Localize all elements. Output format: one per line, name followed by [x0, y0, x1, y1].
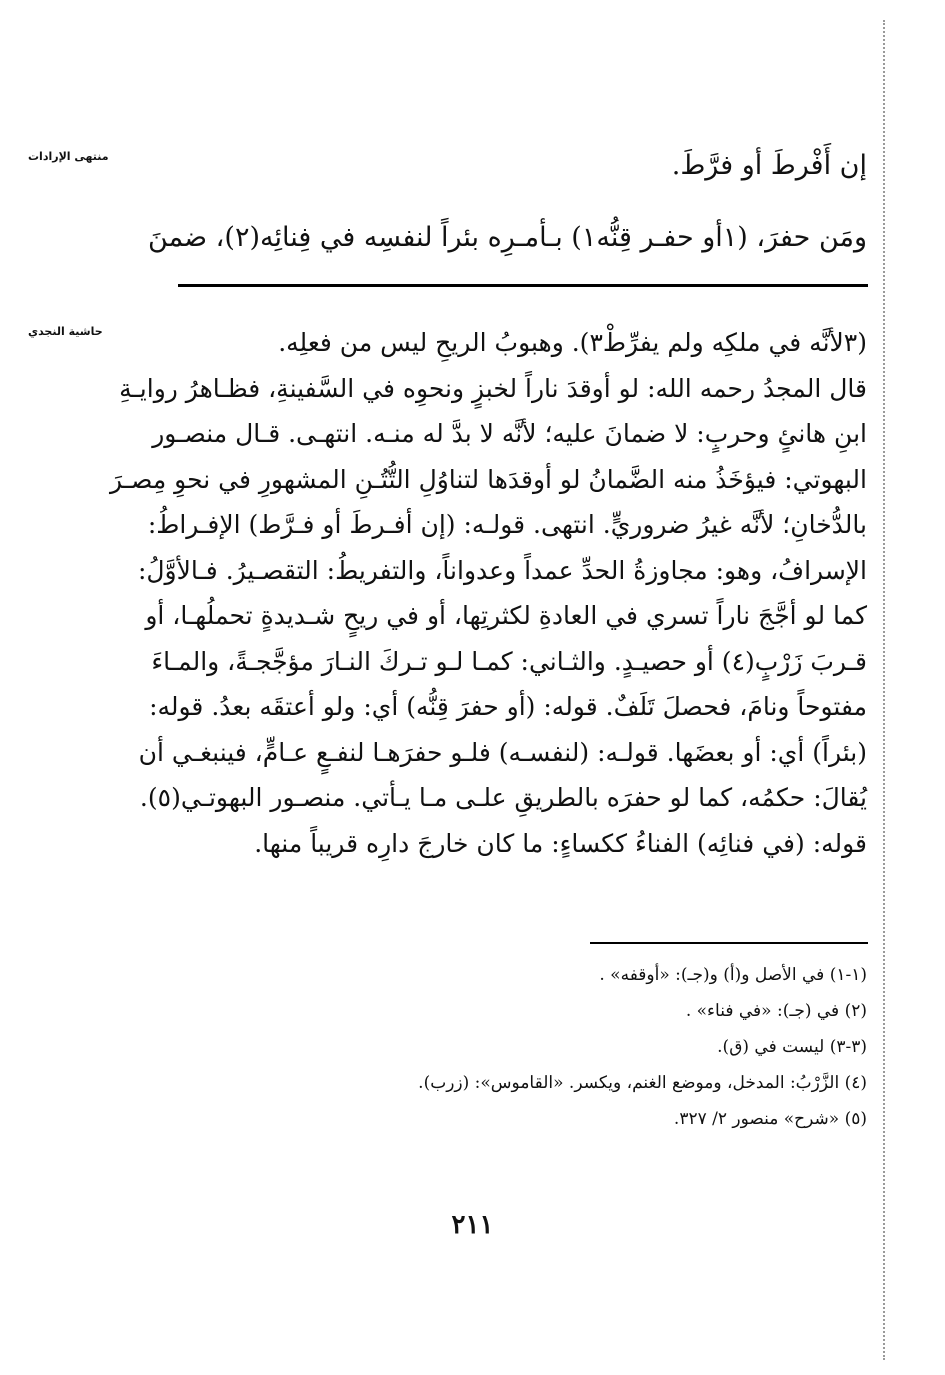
commentary-body — [110, 320, 867, 866]
commentary-line: قال المجدُ رحمه الله: لو أوقدَ ناراً لخبزٍ ونحوِه في السَّفينةِ، فظـاهرُ روايـةِ — [119, 373, 867, 403]
footnotes — [227, 957, 867, 1137]
main-text-line-2: ومَن حفرَ، (١أو حفـر قِنُّه١) بـأمـرِه بئراً لنفسِه في فِنائِه(٢)، ضمنَ — [148, 222, 867, 253]
commentary-line: قـربَ زَرْبٍ(٤) أو حصيـدٍ. والثـاني: كمـا لـو تـركَ النـارَ مؤجَّجـةً، والمـاءَ — [151, 646, 867, 676]
commentary-line: بالدُّخانِ؛ لأنَّه غيرُ ضروريٍّ. انتهى. قولـه: (إن أفـرطَ أو فـرَّط) الإفـراطُ: — [147, 510, 867, 539]
commentary-line: ابنِ هانئٍ وحربٍ: لا ضمانَ عليه؛ لأنَّه لا بدَّ له منـه. انتهـى. قـال منصـور — [152, 419, 867, 448]
footnote-1: (١-١) في الأصل و(أ) و(جـ): «أوقفه» . — [599, 965, 867, 985]
footnote-2: (٢) في (جـ): «في فناء» . — [685, 1001, 867, 1021]
main-commentary-separator — [178, 284, 868, 287]
footnote-separator — [590, 942, 868, 944]
commentary-line: كما لو أجَّجَ ناراً تسري في العادةِ لكثرتِها، أو في ريحٍ شـديدةٍ تحملُهـا، أو — [145, 601, 867, 630]
commentary-line: الإسرافُ، وهو: مجاوزةُ الحدِّ عمداً وعدواناً، والتفريطُ: التقصـيرُ. فـالأوَّلُ: — [137, 555, 867, 585]
main-text-line-1: إن أَفْرطَ أو فرَّطَ. — [671, 150, 867, 181]
footnote-4: (٤) الزَّرْبُ: المدخل، وموضع الغنم، ويكسر. «القاموس»: (زرب). — [418, 1073, 867, 1093]
scan-edge-divider — [883, 20, 885, 1360]
commentary-line: (بئراً) أي: أو بعضَها. قولـه: (لنفسـه) فلـو حفرَهـا لنفـعٍ عـامٍّ، فينبغـي أن — [138, 737, 867, 767]
commentary-line: مفتوحاً ونامَ، فحصلَ تَلَفٌ. قوله: (أو حفرَ قِنُّه) أي: ولو أعتقَه بعدُ. قوله: — [149, 692, 867, 721]
commentary-line: يُقالَ: حكمُه، كما لو حفرَه بالطريقِ علـى مـا يـأتي. منصـور البهوتـي(٥). — [139, 783, 867, 812]
commentary-line: (٣لأنَّه في ملكِه ولم يفرِّطْ٣). وهبوبُ الريحِ ليس من فعلِه. — [278, 328, 867, 357]
page-number: ٢١١ — [451, 1210, 494, 1240]
commentary-line: البهوتي: فيؤخَذُ منه الضَّمانُ لو أوقدَها لتناوُلِ التُّتُـنِ المشهورِ في نحوِ مِصـرَ — [110, 464, 867, 494]
footnote-5: (٥) «شرح» منصور ٢/ ٣٢٧. — [673, 1109, 867, 1129]
footnote-3: (٣-٣) ليست في (ق). — [717, 1037, 867, 1057]
margin-label-commentary: حاشية النجدي — [28, 325, 103, 338]
margin-label-matn: منتهى الإرادات — [28, 150, 109, 163]
commentary-line: قوله: (في فنائِه) الفناءُ ككساءٍ: ما كان خارجَ دارِه قريباً منها. — [254, 828, 867, 858]
